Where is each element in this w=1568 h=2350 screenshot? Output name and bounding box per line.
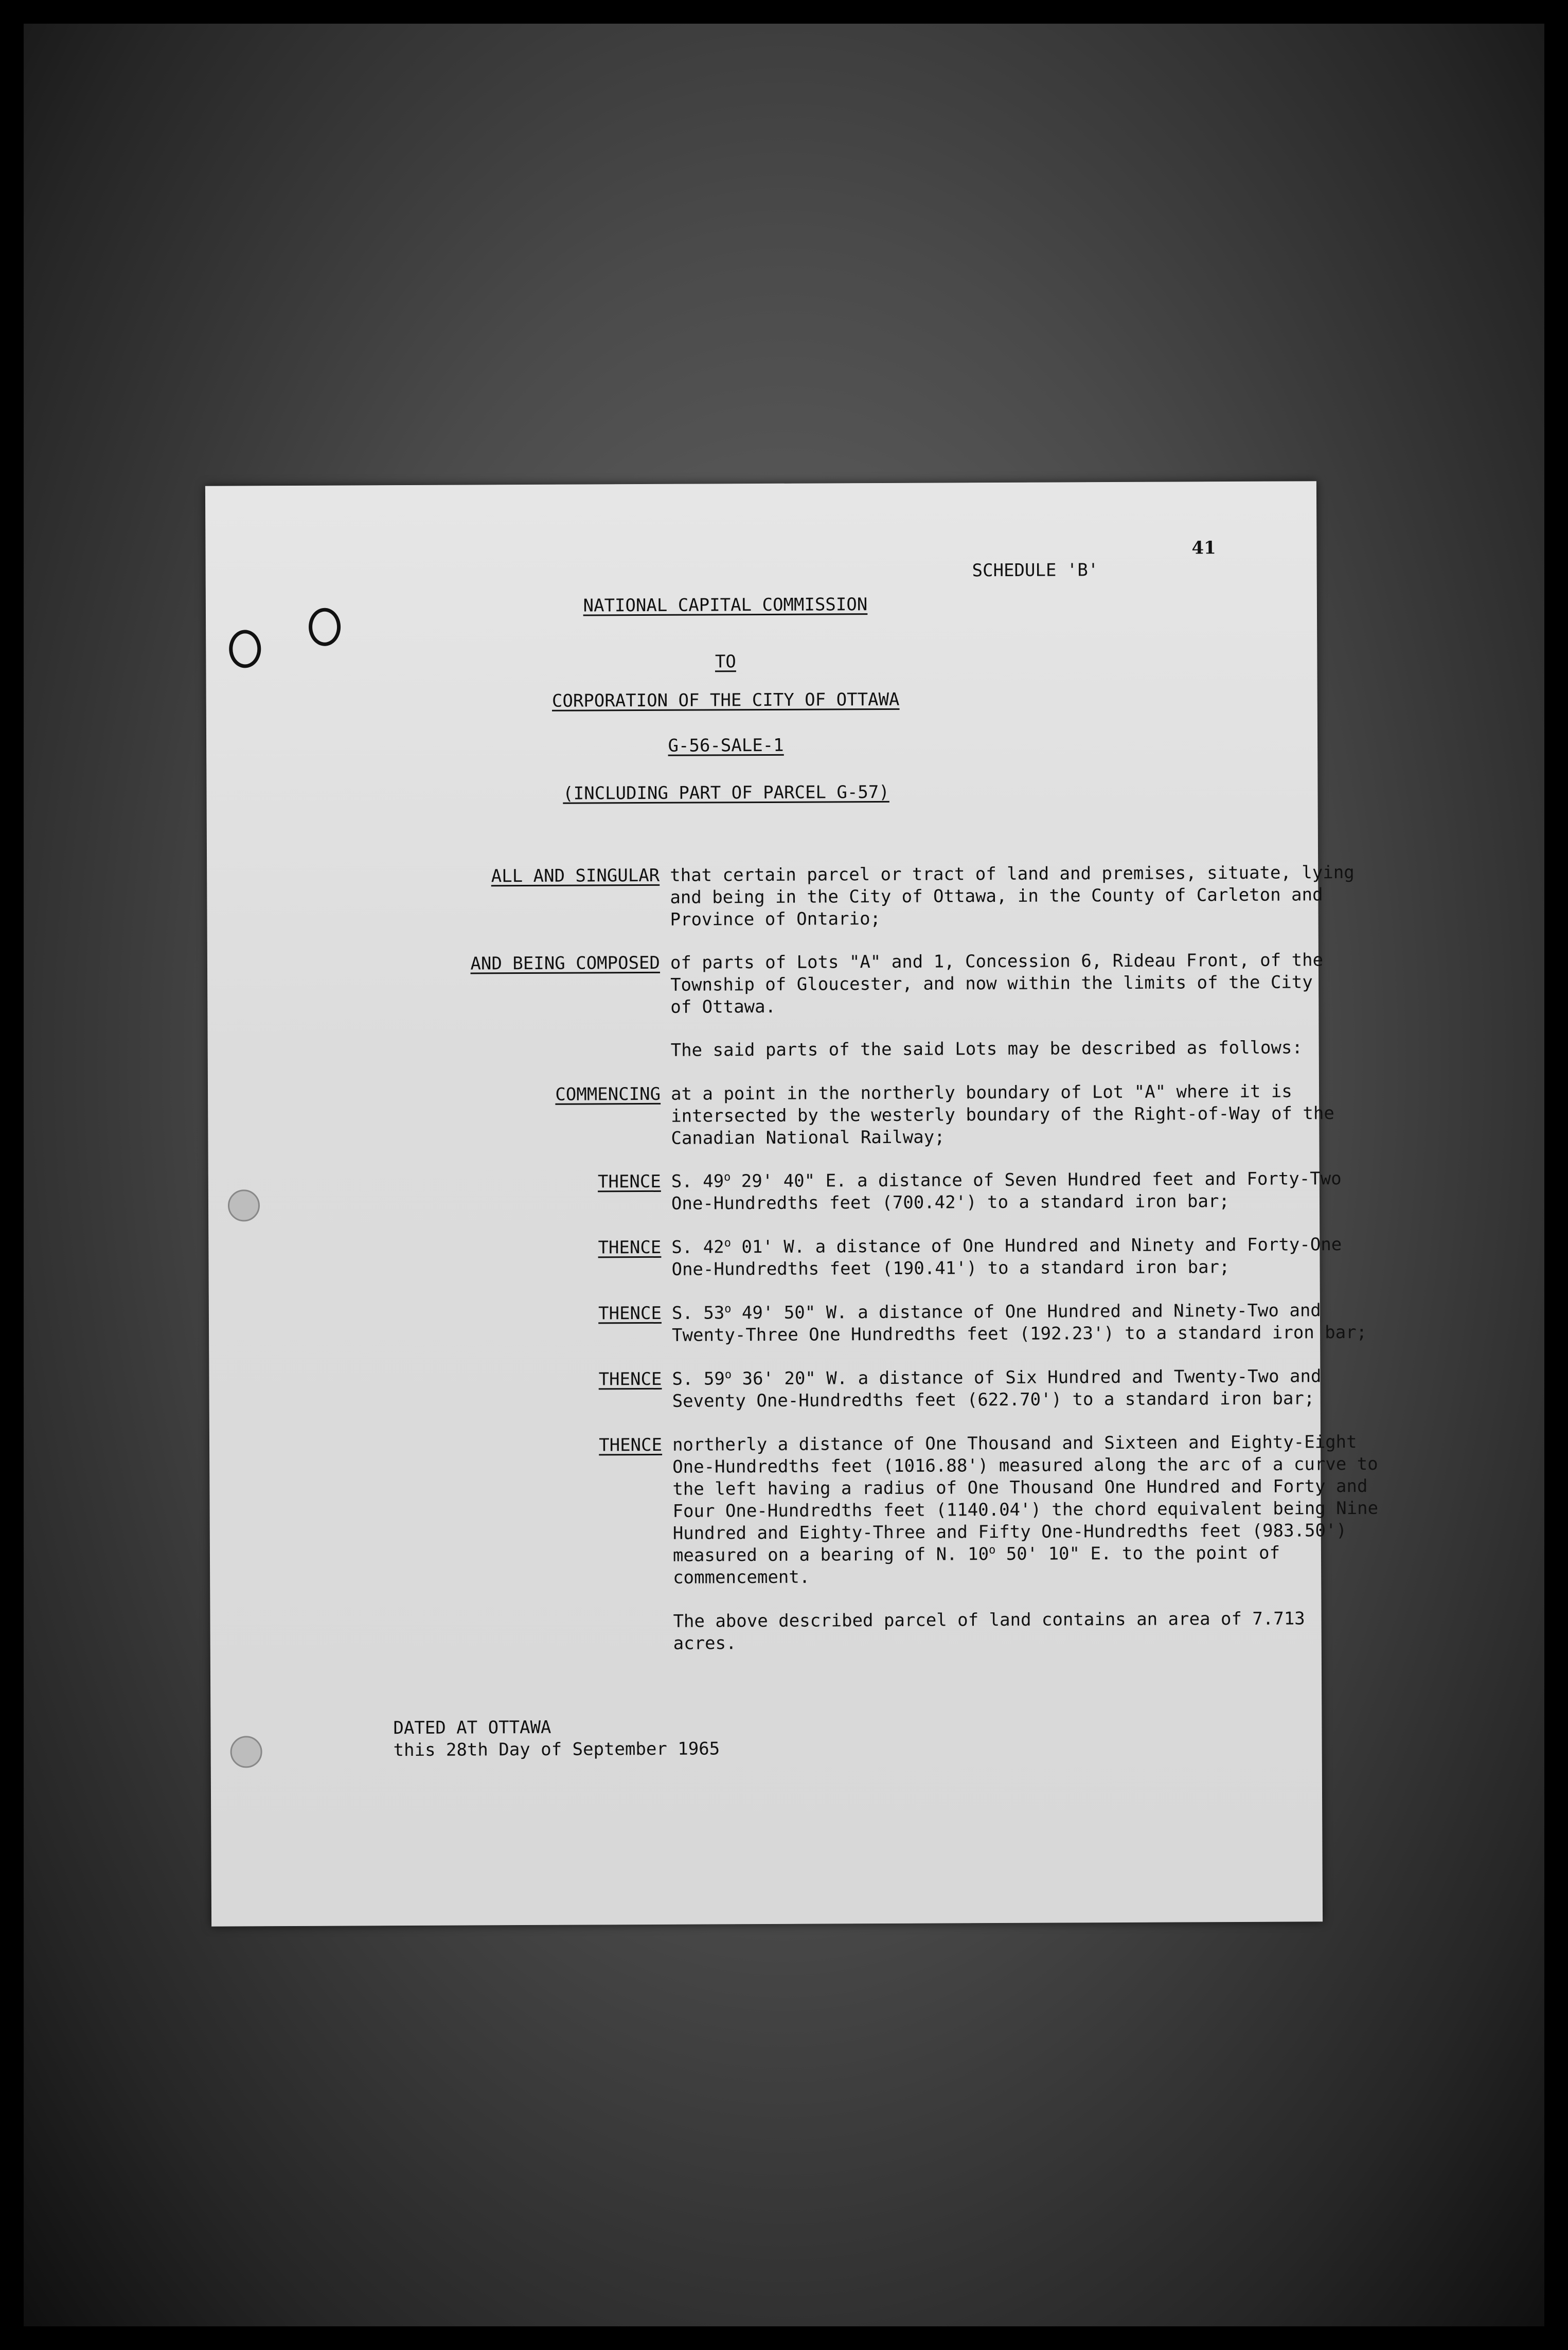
clause-line: Canadian National Railway;	[671, 1127, 945, 1149]
clause-line: S. 53$^o$ 49' 50" W. a distance of One Hundred and Ninety-Two and	[671, 1300, 1321, 1324]
header-line: CORPORATION OF THE CITY OF OTTAWA	[551, 689, 900, 711]
clause-label: THENCE	[597, 1171, 661, 1192]
description-intro: The said parts of the said Lots may be described as follows:	[670, 1037, 1303, 1061]
clause-line: measured on a bearing of N. 10$^o$ 50' 10" E. to the point of	[672, 1542, 1280, 1566]
clause-line: One-Hundredths feet (190.41') to a standard iron bar;	[671, 1257, 1230, 1280]
clause-label: THENCE	[598, 1303, 662, 1324]
clause-line: S. 42$^o$ 01' W. a distance of One Hundred and Ninety and Forty-One	[671, 1234, 1342, 1258]
clause-line: One-Hundredths feet (700.42') to a standard iron bar;	[671, 1191, 1230, 1214]
header-line: NATIONAL CAPITAL COMMISSION	[583, 594, 868, 616]
header-line: TO	[715, 651, 736, 672]
clause-line: commencement.	[673, 1566, 810, 1588]
clause-line: intersected by the westerly boundary of the Right-of-Way of the	[671, 1103, 1334, 1127]
page-number: 41	[1191, 538, 1216, 559]
header-line: G-56-SALE-1	[668, 735, 784, 756]
dated-line: DATED AT OTTAWA	[393, 1717, 551, 1739]
clause-line: and being in the City of Ottawa, in the County of Carleton and	[670, 884, 1323, 908]
clause-line: S. 59$^o$ 36' 20" W. a distance of Six Hundred and Twenty-Two and	[672, 1366, 1322, 1390]
area-line: acres.	[673, 1633, 737, 1654]
document-page	[205, 481, 1379, 1926]
clause-line: northerly a distance of One Thousand and Sixteen and Eighty-Eight	[672, 1431, 1357, 1455]
clause-line: Twenty-Three One Hundredths feet (192.23') to a standard iron bar;	[672, 1322, 1367, 1346]
clause-line: Hundred and Eighty-Three and Fifty One-Hundredths feet (983.50')	[672, 1520, 1347, 1544]
clause-line: S. 49$^o$ 29' 40" E. a distance of Seven Hundred feet and Forty-Two	[671, 1168, 1342, 1192]
clause-line: at a point in the northerly boundary of Lot "A" where it is	[670, 1081, 1292, 1105]
clause-line: that certain parcel or tract of land and premises, situate, lying	[670, 862, 1355, 886]
clause-line: the left having a radius of One Thousand One Hundred and Forty and	[672, 1475, 1368, 1500]
clause-label: COMMENCING	[555, 1083, 661, 1105]
punch-hole	[230, 1736, 262, 1768]
clause-line: of parts of Lots "A" and 1, Concession 6, Rideau Front, of the	[670, 950, 1324, 973]
header-line: (INCLUDING PART OF PARCEL G-57)	[563, 781, 889, 804]
clause-line: One-Hundredths feet (1016.88') measured along the arc of a curve to	[672, 1453, 1378, 1477]
clause-line: Province of Ontario;	[670, 909, 881, 930]
area-line: The above described parcel of land contains an area of 7.713	[673, 1608, 1305, 1632]
clause-label: ALL AND SINGULAR	[491, 865, 660, 887]
clause-line: of Ottawa.	[670, 996, 776, 1018]
clause-label: THENCE	[598, 1368, 662, 1390]
clause-label: AND BEING COMPOSED	[470, 952, 661, 974]
clause-label: THENCE	[599, 1434, 663, 1456]
clause-line: Township of Gloucester, and now within the limits of the City	[670, 972, 1313, 995]
schedule-label: SCHEDULE 'B'	[972, 560, 1099, 581]
dated-line: this 28th Day of September 1965	[393, 1738, 720, 1761]
clause-line: Seventy One-Hundredths feet (622.70') to a standard iron bar;	[672, 1388, 1315, 1412]
clause-line: Four One-Hundredths feet (1140.04') the chord equivalent being Nine	[672, 1498, 1379, 1522]
clause-label: THENCE	[598, 1237, 662, 1258]
